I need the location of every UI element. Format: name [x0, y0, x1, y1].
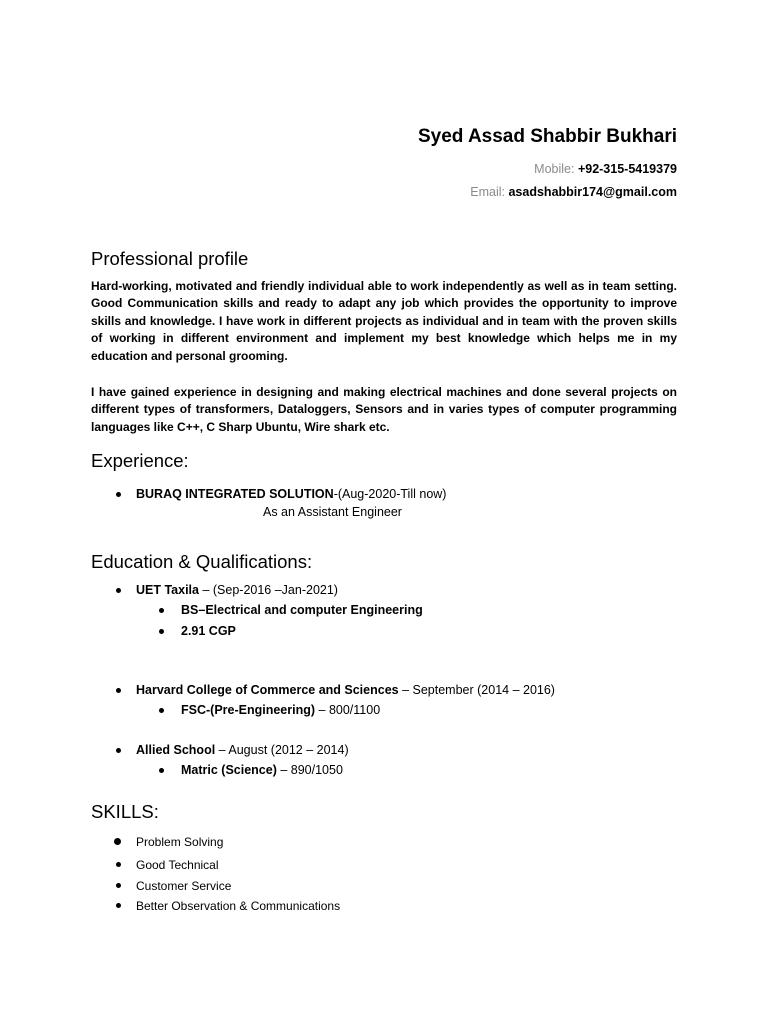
uet-degree: BS–Electrical and computer Engineering [181, 603, 423, 617]
education-uet [136, 581, 338, 599]
harvard-fsc-line [181, 701, 380, 719]
allied-matric-line [181, 761, 343, 779]
bullet-icon [159, 608, 164, 613]
bullet-icon [159, 768, 164, 773]
profile-paragraph-2: I have gained experience in designing and making electrical machines and done several projects on different types of transformers, Dataloggers, Sensors and in varies types of computer programming languages like C++, C Sharp Ubuntu, Wire shark etc. [91, 385, 677, 434]
experience-role: As an Assistant Engineer [263, 505, 402, 519]
resume-header [418, 126, 677, 204]
skill-item: Good Technical [136, 858, 219, 872]
bullet-icon [116, 688, 121, 693]
bullet-icon [114, 838, 121, 845]
bullet-icon [159, 708, 164, 713]
profile-heading: Professional profile [91, 248, 249, 269]
skill-item: Better Observation & Communications [136, 899, 341, 913]
allied-period: – August (2012 – 2014) [215, 743, 349, 757]
mobile-line [418, 158, 677, 181]
bullet-icon [159, 629, 164, 634]
email-value: asadshabbir174@gmail.com [508, 185, 677, 199]
experience-period: -(Aug-2020-Till now) [333, 487, 447, 501]
skills-heading: SKILLS: [91, 801, 159, 822]
mobile-value: +92-315-5419379 [577, 162, 677, 176]
education-harvard [136, 681, 555, 699]
bullet-icon [116, 862, 121, 867]
uet-cgp: 2.91 CGP [181, 624, 236, 638]
education-heading: Education & Qualifications: [91, 551, 313, 572]
experience-heading: Experience: [91, 450, 189, 471]
bullet-icon [116, 588, 121, 593]
harvard-period: – September (2014 – 2016) [398, 683, 555, 697]
uet-period: – (Sep-2016 –Jan-2021) [198, 583, 338, 597]
bullet-icon [116, 492, 121, 497]
allied-name: Allied School [136, 743, 216, 757]
bullet-icon [116, 748, 121, 753]
candidate-name: Syed Assad Shabbir Bukhari [417, 126, 677, 147]
allied-marks: – 890/1050 [276, 763, 343, 777]
allied-matric: Matric (Science) [181, 763, 277, 777]
email-line [418, 181, 677, 204]
harvard-fsc: FSC-(Pre-Engineering) [181, 703, 316, 717]
harvard-name: Harvard College of Commerce and Sciences [136, 683, 399, 697]
skill-item: Customer Service [136, 879, 232, 893]
experience-company: BURAQ INTEGRATED SOLUTION [136, 487, 334, 501]
profile-paragraph-1: Hard-working, motivated and friendly individual able to work independently as well as in team setting. Good Communication skills and ready to adapt any job which provides the opportunity to improve skills and knowledge. I have work in different projects as individual and in team with the proven skills of working in different environment and implement my best knowledge which helps me in my education and personal grooming. [91, 279, 677, 363]
bullet-icon [116, 903, 121, 908]
harvard-marks: – 800/1100 [315, 703, 381, 717]
uet-name: UET Taxila [136, 583, 199, 597]
skill-item: Problem Solving [136, 835, 224, 849]
email-label: Email: [470, 185, 505, 199]
mobile-label: Mobile: [534, 162, 575, 176]
education-allied [136, 741, 349, 759]
bullet-icon [116, 883, 121, 888]
experience-item [136, 485, 446, 503]
